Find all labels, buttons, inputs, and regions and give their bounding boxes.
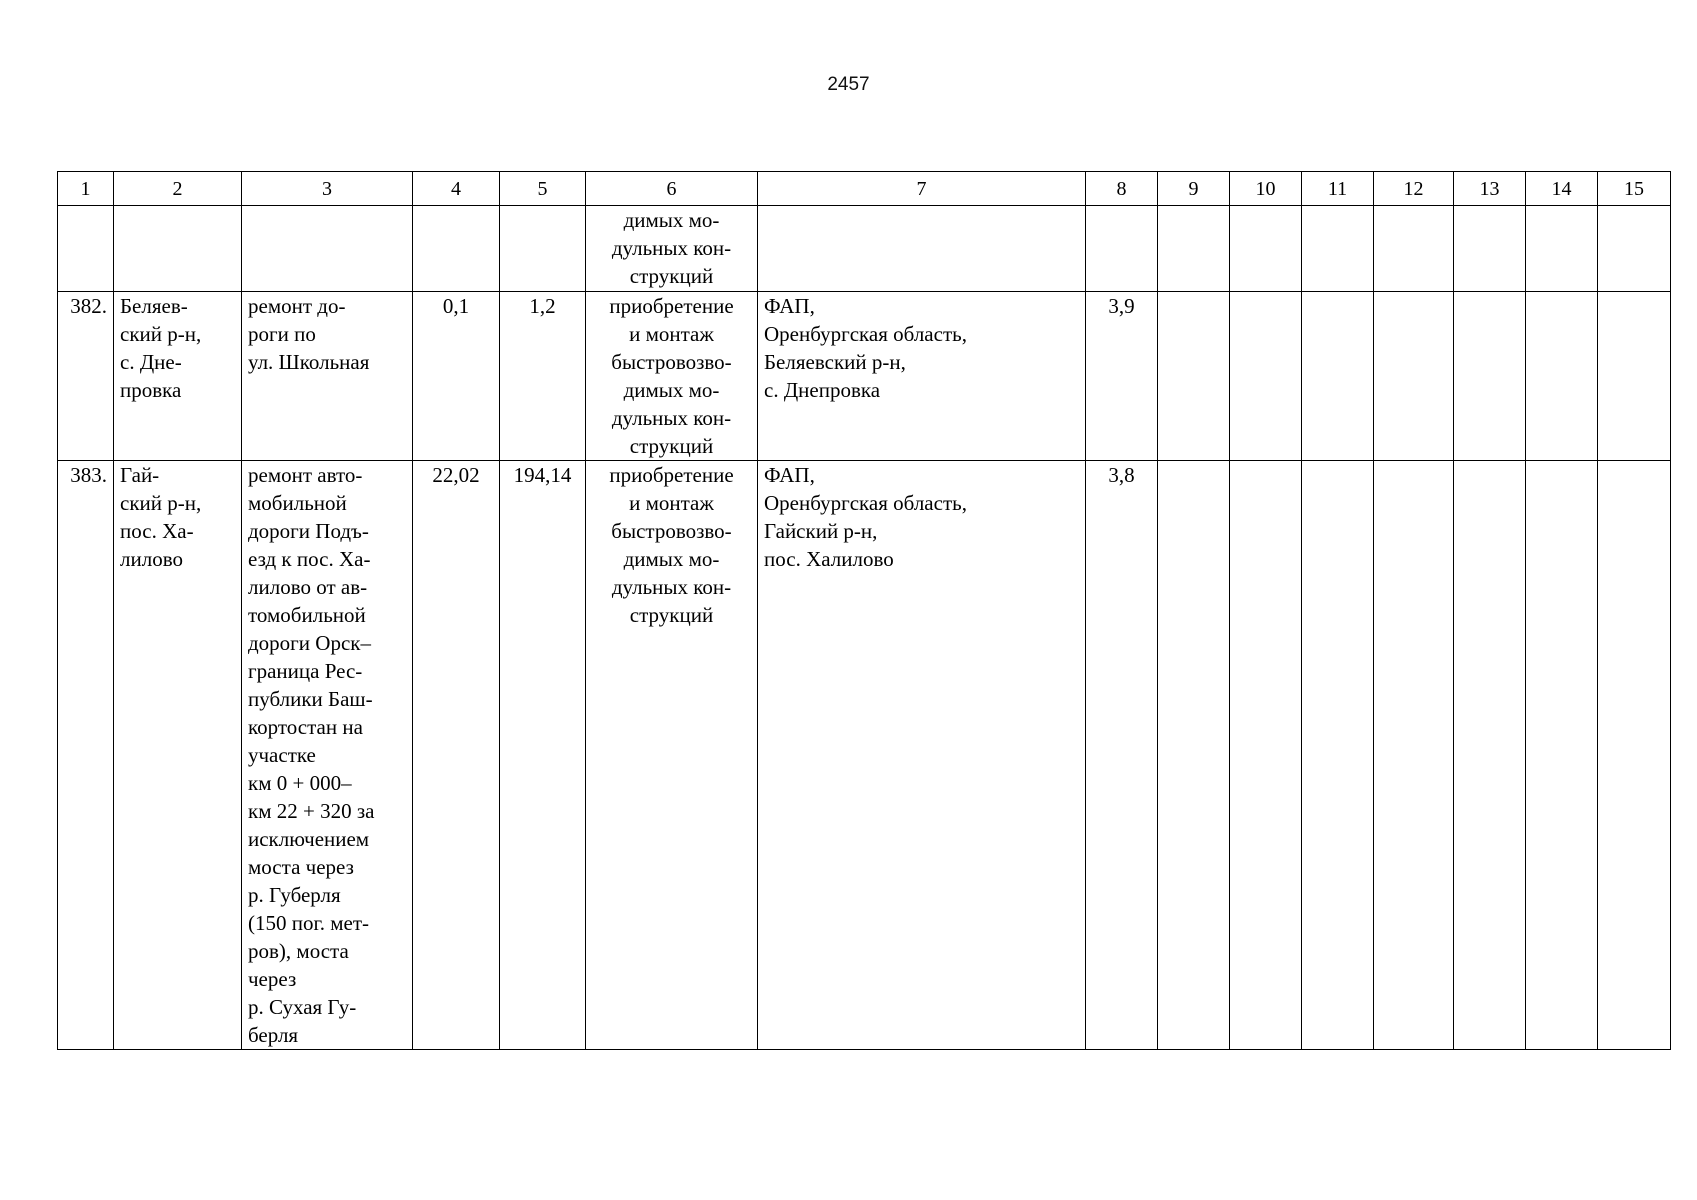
- table-cell: [758, 206, 1086, 292]
- table-cell: [1230, 206, 1302, 292]
- table-cell: [1302, 206, 1374, 292]
- work-cell: ремонт до- роги по ул. Школьная: [242, 292, 413, 461]
- column-header: 6: [586, 172, 758, 206]
- column-header: 15: [1598, 172, 1671, 206]
- table-row: [58, 292, 1671, 461]
- table-cell: [114, 206, 242, 292]
- table-cell: [1526, 206, 1598, 292]
- table-cell: [1598, 292, 1671, 461]
- work-cell: ремонт авто- мобильной дороги Подъ- езд к пос. Ха- лилово от ав- томобильной дороги Орск– граница Рес- публики Баш- кортостан на участке км 0 + 000– км 22 + 320 за исключением моста через р. Губерля (150 пог. мет- ров), моста через р. Сухая Гу- берля: [242, 461, 413, 1050]
- row-number: 382.: [58, 292, 114, 461]
- continuation-row: [58, 206, 1671, 292]
- col8-cell: 3,8: [1086, 461, 1158, 1050]
- district-cell: Беляев- ский р-н, с. Дне- провка: [114, 292, 242, 461]
- table-cell: [413, 206, 500, 292]
- table-cell: [1526, 461, 1598, 1050]
- page-number: 2457: [827, 74, 870, 95]
- column-header: 3: [242, 172, 413, 206]
- col5-cell: 194,14: [500, 461, 586, 1050]
- object-cell: ФАП, Оренбургская область, Беляевский р-н, с. Днепровка: [758, 292, 1086, 461]
- table-cell: [1526, 292, 1598, 461]
- table-cell: [1230, 461, 1302, 1050]
- column-header: 5: [500, 172, 586, 206]
- table-cell: [1374, 292, 1454, 461]
- column-header: 7: [758, 172, 1086, 206]
- table-cell: [242, 206, 413, 292]
- column-header: 12: [1374, 172, 1454, 206]
- data-table: [57, 171, 1671, 1050]
- table-cell-measure: димых мо- дульных кон- струкций: [586, 206, 758, 292]
- object-cell: ФАП, Оренбургская область, Гайский р-н, пос. Халилово: [758, 461, 1086, 1050]
- measure-cell: приобретение и монтаж быстровозво- димых мо- дульных кон- струкций: [586, 461, 758, 1050]
- column-header: 1: [58, 172, 114, 206]
- column-header: 2: [114, 172, 242, 206]
- col8-cell: 3,9: [1086, 292, 1158, 461]
- table-cell: [1230, 292, 1302, 461]
- col5-cell: 1,2: [500, 292, 586, 461]
- column-header: 10: [1230, 172, 1302, 206]
- table-cell: [1598, 461, 1671, 1050]
- table-cell: [58, 206, 114, 292]
- column-header: 13: [1454, 172, 1526, 206]
- column-header: 4: [413, 172, 500, 206]
- table-cell: [1374, 206, 1454, 292]
- table-cell: [1158, 461, 1230, 1050]
- column-header: 11: [1302, 172, 1374, 206]
- table-cell: [1454, 292, 1526, 461]
- col4-cell: 22,02: [413, 461, 500, 1050]
- table-cell: [1302, 292, 1374, 461]
- table-cell: [1158, 292, 1230, 461]
- table-cell: [1598, 206, 1671, 292]
- header-row: [58, 172, 1671, 206]
- col4-cell: 0,1: [413, 292, 500, 461]
- table-row: [58, 461, 1671, 1050]
- district-cell: Гай- ский р-н, пос. Ха- лилово: [114, 461, 242, 1050]
- row-number: 383.: [58, 461, 114, 1050]
- column-header: 9: [1158, 172, 1230, 206]
- column-header: 14: [1526, 172, 1598, 206]
- table-cell: [500, 206, 586, 292]
- table-cell: [1454, 461, 1526, 1050]
- table-cell: [1454, 206, 1526, 292]
- table-cell: [1302, 461, 1374, 1050]
- column-header: 8: [1086, 172, 1158, 206]
- table-cell: [1158, 206, 1230, 292]
- table-cell: [1374, 461, 1454, 1050]
- table-cell: [1086, 206, 1158, 292]
- measure-cell: приобретение и монтаж быстровозво- димых мо- дульных кон- струкций: [586, 292, 758, 461]
